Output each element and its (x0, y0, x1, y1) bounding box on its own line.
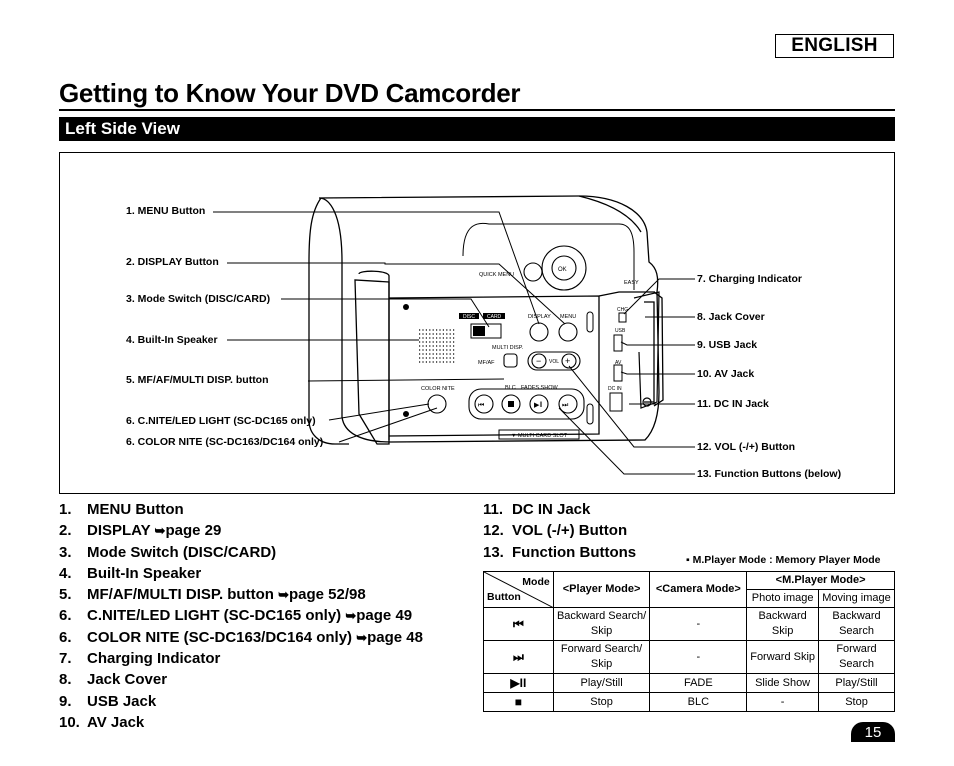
arrow-icon: ➥ (154, 523, 166, 539)
parts-list-right (483, 499, 636, 563)
list-text: Charging Indicator (87, 650, 221, 668)
page-ref: page 29 (165, 522, 222, 540)
col-camera-mode: <Camera Mode> (650, 572, 747, 608)
play-still-icon: ▶‖ (534, 402, 543, 409)
function-button-table (483, 571, 895, 712)
list-text: COLOR NITE (SC-DC163/DC164 only) (87, 628, 357, 646)
table-cell: Forward Search (819, 641, 895, 674)
table-cell: - (650, 608, 747, 641)
vol-plus-icon: + (565, 356, 571, 366)
dc-in-jack (610, 393, 622, 411)
list-item (483, 520, 636, 541)
table-cell: Stop (553, 693, 650, 712)
callouts (126, 205, 841, 480)
multi-card-slot-label: ▼ MULTI CARD SLOT (511, 433, 568, 439)
list-text: DC IN Jack (512, 501, 591, 518)
list-num: 12. (483, 522, 504, 540)
table-cell: Slide Show (747, 674, 819, 693)
color-nite-label: COLOR NITE (421, 386, 455, 392)
list-num: 6. (59, 628, 72, 646)
speaker-grille (419, 330, 455, 362)
page-ref: page 48 (367, 628, 423, 646)
list-item (59, 669, 423, 690)
table-cell: BLC (650, 693, 747, 712)
arrow-icon: ➥ (345, 608, 357, 624)
table-cell: Forward Skip (747, 641, 819, 674)
list-text: MENU Button (87, 501, 184, 518)
list-text: VOL (-/+) Button (512, 522, 628, 540)
quick-menu-button (524, 263, 542, 281)
callout-1: 1. MENU Button (126, 205, 206, 217)
list-num: 6. (59, 607, 72, 625)
corner-mode-label: Mode (522, 576, 550, 588)
table-cell: Backward Skip (747, 608, 819, 641)
list-num: 2. (59, 522, 72, 540)
list-item (59, 499, 423, 520)
forward-skip-icon: ⏭ (484, 641, 554, 674)
list-num: 4. (59, 564, 72, 582)
callout-10: 10. AV Jack (697, 368, 755, 380)
stop-icon (508, 401, 514, 407)
page-number: 15 (851, 722, 895, 742)
table-cell: Forward Search/ Skip (553, 641, 650, 674)
list-num: 11. (483, 501, 504, 518)
table-corner-cell (484, 572, 554, 608)
callout-9: 9. USB Jack (697, 339, 758, 351)
col-moving-image: Moving image (819, 590, 895, 608)
list-item (59, 605, 423, 626)
list-num: 13. (483, 543, 504, 561)
callout-7: 7. Charging Indicator (697, 273, 803, 285)
callout-13: 13. Function Buttons (below) (697, 468, 842, 480)
col-photo-image: Photo image (747, 590, 819, 608)
quick-menu-label: QUICK MENU (479, 272, 515, 278)
arrow-icon: ➥ (278, 587, 289, 603)
callout-12: 12. VOL (-/+) Button (697, 441, 796, 453)
list-item (59, 712, 423, 733)
vol-minus-icon: − (536, 356, 542, 366)
callout-5: 5. MF/AF/MULTI DISP. button (126, 374, 269, 386)
section-header (59, 117, 895, 141)
callout-6a: 6. C.NITE/LED LIGHT (SC-DC165 only) (126, 415, 316, 427)
section-title: Left Side View (65, 119, 180, 138)
list-text: Jack Cover (87, 671, 168, 689)
list-item (483, 542, 636, 563)
easy-label: EASY (624, 280, 639, 286)
list-num: 1. (59, 501, 72, 518)
blc-label: BLC (505, 385, 516, 391)
mf-af-button (504, 354, 517, 367)
table-cell: Play/Still (819, 674, 895, 693)
play-still-icon: ▶II (484, 674, 554, 693)
parts-list-left (59, 499, 423, 733)
av-label: AV (615, 360, 622, 366)
backward-skip-icon: ⏮ (478, 402, 485, 409)
chg-label: CHG (617, 307, 629, 313)
leader-lines (213, 212, 695, 474)
fades-show-label: FADES.SHOW (521, 385, 558, 391)
list-text: Built-In Speaker (87, 564, 202, 582)
backward-skip-icon: ⏮ (484, 608, 554, 641)
table-row (484, 674, 895, 693)
stop-icon: ■ (484, 693, 554, 712)
table-row (484, 641, 895, 674)
list-item (59, 542, 423, 563)
col-mplayer-mode: <M.Player Mode> (747, 572, 895, 590)
dc-in-label: DC IN (608, 386, 622, 392)
jack-cover (634, 292, 659, 408)
menu-label: MENU (560, 314, 577, 320)
charging-indicator (619, 313, 626, 322)
usb-label: USB (615, 328, 626, 334)
ok-label: OK (558, 267, 567, 273)
callout-4: 4. Built-In Speaker (126, 334, 218, 346)
camcorder-details (403, 304, 409, 417)
list-text: Function Buttons (512, 543, 637, 561)
page-ref: page 52/98 (289, 586, 366, 604)
list-text: Mode Switch (DISC/CARD) (87, 543, 277, 561)
arrow-icon: ➥ (356, 629, 368, 645)
callout-3: 3. Mode Switch (DISC/CARD) (126, 293, 271, 305)
table-cell: FADE (650, 674, 747, 693)
list-text: MF/AF/MULTI DISP. button (87, 586, 279, 604)
list-num: 8. (59, 671, 72, 689)
table-cell: - (747, 693, 819, 712)
list-num: 7. (59, 650, 72, 668)
table-row (484, 608, 895, 641)
menu-button (559, 323, 577, 341)
list-item (59, 648, 423, 669)
table-cell: Stop (819, 693, 895, 712)
list-item (59, 520, 423, 541)
list-text: AV Jack (87, 713, 145, 731)
display-button (530, 323, 548, 341)
list-num: 10. (59, 713, 80, 731)
card-label: CARD (487, 314, 502, 320)
callout-2: 2. DISPLAY Button (126, 256, 219, 268)
table-cell: Backward Search/ Skip (553, 608, 650, 641)
forward-skip-icon: ⏭ (562, 402, 569, 409)
list-item (59, 627, 423, 648)
list-num: 9. (59, 692, 72, 710)
av-jack (614, 365, 622, 381)
page-ref: page 49 (356, 607, 413, 625)
display-label: DISPLAY (528, 314, 551, 320)
list-text: DISPLAY (87, 522, 155, 540)
usb-jack (614, 335, 622, 351)
mf-af-label: MF/AF (478, 360, 495, 366)
table-cell: Play/Still (553, 674, 650, 693)
list-text: C.NITE/LED LIGHT (SC-DC165 only) (87, 607, 346, 625)
table-note: ▪ M.Player Mode : Memory Player Mode (686, 554, 881, 566)
callout-11: 11. DC IN Jack (697, 398, 769, 410)
callout-8: 8. Jack Cover (697, 311, 765, 323)
col-player-mode: <Player Mode> (553, 572, 650, 608)
list-num: 5. (59, 586, 72, 604)
list-item (59, 563, 423, 584)
multi-disp-label: MULTI DISP. (492, 345, 524, 351)
list-text: USB Jack (87, 692, 157, 710)
table-row (484, 693, 895, 712)
table-cell: Backward Search (819, 608, 895, 641)
disc-label: DISC (463, 314, 475, 320)
title-rule (59, 109, 895, 111)
list-num: 3. (59, 543, 72, 561)
camcorder-illustration (59, 152, 895, 494)
list-item (483, 499, 636, 520)
corner-button-label: Button (487, 591, 521, 603)
page-title: Getting to Know Your DVD Camcorder (59, 78, 521, 108)
table-cell: - (650, 641, 747, 674)
callout-6b: 6. COLOR NITE (SC-DC163/DC164 only) (126, 436, 324, 448)
table-header-row (484, 572, 895, 590)
list-item (59, 691, 423, 712)
language-tab: ENGLISH (775, 34, 894, 58)
vol-label: VOL (549, 359, 560, 365)
list-item (59, 584, 423, 605)
